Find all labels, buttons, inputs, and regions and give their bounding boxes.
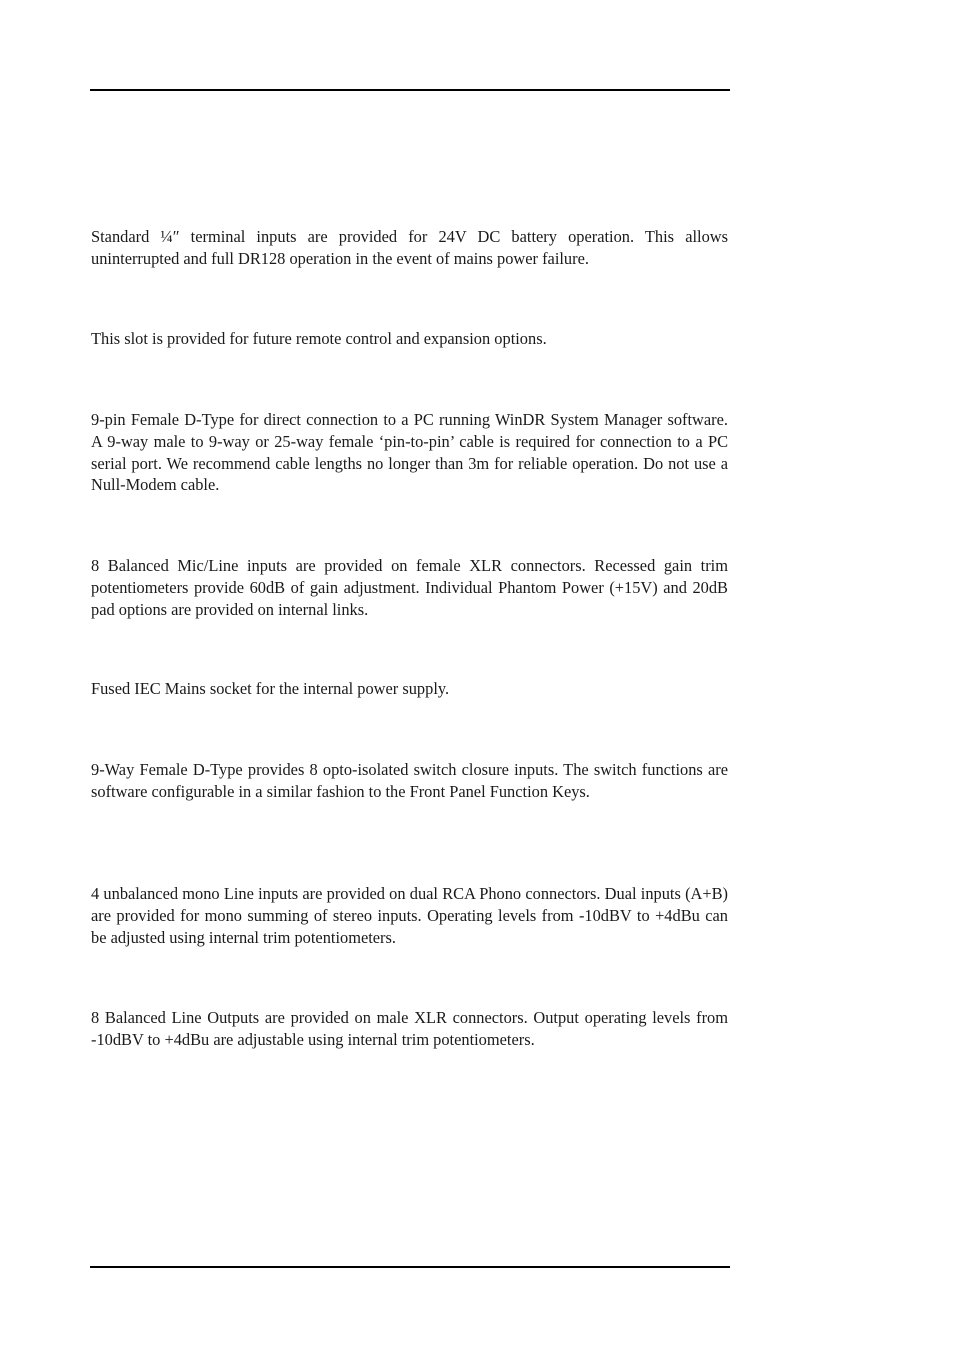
unbalanced-line-inputs-description: 4 unbalanced mono Line inputs are provided on dual RCA Phono connectors. Dual inputs (A+B) are provided for mono summing of stereo inputs. Operating levels from -10dBV to +4dBu can be adjusted using internal trim potentiometers.: [91, 884, 728, 947]
mains-socket-description: Fused IEC Mains socket for the internal power supply.: [91, 679, 450, 698]
mic-line-inputs-description: 8 Balanced Mic/Line inputs are provided on female XLR connectors. Recessed gain trim potentiometers provide 60dB of gain adjustment. Individual Phantom Power (+15V) and 20dB pad options are provided on internal links.: [91, 556, 728, 619]
footer-rule: [90, 1266, 730, 1268]
pc-serial-port-description: 9-pin Female D-Type for direct connection to a PC running WinDR System Manager software. A 9-way male to 9-way or 25-way female ‘pin-to-pin’ cable is required for connection to a PC serial port. We recommend cable lengths no longer than 3m for reliable operation. Do not use a Null-Modem cable.: [91, 410, 728, 495]
switch-closure-inputs-description: 9-Way Female D-Type provides 8 opto-isolated switch closure inputs. The switch functions are software configurable in a similar fashion to the Front Panel Function Keys.: [91, 760, 728, 801]
header-rule: [90, 89, 730, 91]
balanced-line-outputs-description: 8 Balanced Line Outputs are provided on male XLR connectors. Output operating levels from -10dBV to +4dBu are adjustable using internal trim potentiometers.: [91, 1008, 728, 1049]
expansion-slot-description: This slot is provided for future remote control and expansion options.: [91, 329, 547, 348]
battery-input-description: Standard ¼″ terminal inputs are provided for 24V DC battery operation. This allows uninterrupted and full DR128 operation in the event of mains power failure.: [91, 227, 728, 268]
